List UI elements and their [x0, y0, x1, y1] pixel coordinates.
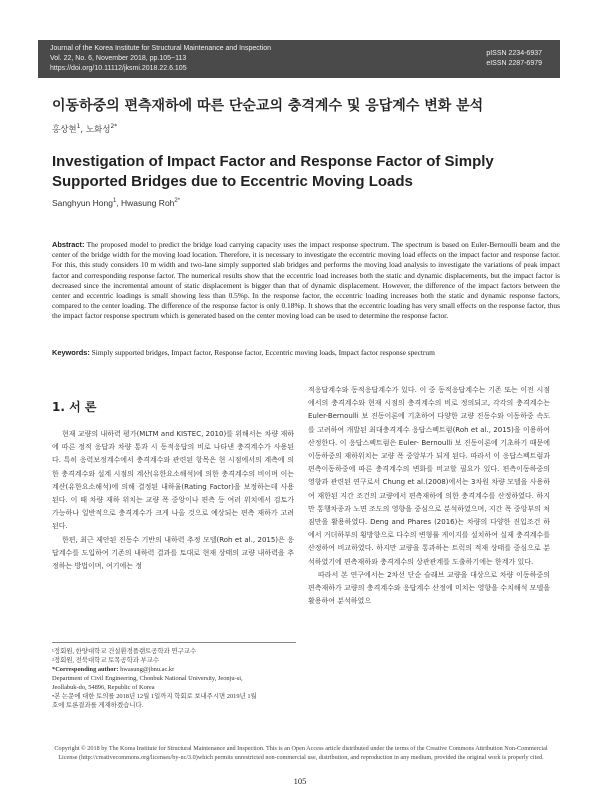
english-author-2-affil: 2*	[174, 198, 181, 205]
korean-author-1-affil: 1	[76, 123, 81, 131]
journal-name: Journal of the Korea Institute for Structural Maintenance and Inspection	[50, 45, 272, 52]
footnote-address-2: Jeollabuk-do, 54896, Republic of Korea	[52, 684, 155, 691]
page-number: 105	[293, 776, 307, 786]
footnotes	[52, 642, 296, 710]
corresponding-label: *Corresponding author:	[52, 666, 119, 673]
section-heading: 1. 서 론	[52, 400, 97, 414]
korean-author-1: 홍상현	[52, 125, 77, 135]
right-column	[308, 384, 550, 608]
footnote-affiliation-1: ¹정회원, 한양대학교 건설환경플랜트공학과 연구교수	[52, 648, 197, 655]
journal-banner	[38, 40, 560, 78]
journal-doi[interactable]: https://doi.org/10.11112/jksmi.2018.22.6.105	[50, 65, 187, 72]
abstract-text: The proposed model to predict the bridge load carrying capacity uses the impact response spectrum. The spectrum is based on Euler-Bernoulli beam and the center of the bridge width for the moving load location. Therefore, it is necessary to investigate the eccentric moving load effects on the impact factor and response factor. For this, this study considers 10 m width and two-lane simply supported slab bridges and performs the moving load analysis to investigate the variations of peak impact factor and corresponding response factor. The numerical results show that the eccentric load increases both the static and dynamic displacements, but the impact factor is decreased since the incremental amount of static displacement is bigger than that of dynamic displacement. However, the difference of the impact factors between the center and eccentric loadings is small showing less than 0.5%p. In the response factor, the eccentric loading increases both the static and dynamic response factors, compared to the center loading. The difference of the response factor is only 0.18%p. It shows that the eccentric loading has very small effects on the response factor, thus the impact factor response spectrum which is generated based on the center moving load can be used to determine the response factor.	[52, 240, 560, 321]
footnote-discussion-1: •본 논문에 대한 토의를 2018년 12월 1일까지 학회로 보내주시면 2019년 1월	[52, 693, 257, 700]
left-column	[52, 384, 294, 573]
english-author-1: Sanghyun Hong	[52, 198, 113, 208]
paragraph: 현재 교량의 내하력 평가(MLTM and KISTEC, 2010)를 위해서는 차량 재하에 따른 정적 응답과 차량 통과 시 동적응답의 비로 나타낸 충격계수가 사용된다. 특히 응력보정계수에서 충격계수와 관련된 항목은 현 시점에서의 계측에 의한 충격계수와 설계 시점의 계산(유한요소해석)에 의한 충격계수의 비이며 이는 계산(유한요소해석)에 의해 결정된 내하율(Rating Factor)을 보정하는데 사용된다. 이 때 차량 재하 위치는 교량 폭 중앙이나 편측 등 여러 위치에서 검토가 가능하나 일반적으로 충격계수가 크게 나올 것으로 예상되는 편측 재하가 고려된다.	[52, 430, 294, 531]
copyright-notice: Copyright © 2018 by The Korea Institute for Structural Maintenance and Inspection. This is an Open Access article distributed under the terms of the Creative Commons Attribution Non-Commercial License (http://creativecommons.org/licenses/by-nc/3.0)which permits unrestricted non-commercial use, distribution, and reproduction in any medium, provided the original work is properly cited.	[54, 745, 548, 761]
footnote-address-1: Department of Civil Engineering, Chonbuk National University, Jeonju-si,	[52, 675, 243, 682]
abstract-label: Abstract:	[52, 240, 85, 249]
eissn: eISSN 2287-6979	[486, 60, 542, 67]
pissn: pISSN 2234-6937	[486, 50, 542, 57]
issn-block	[486, 49, 542, 69]
footnote-affiliation-2: ²정회원, 전북대학교 토목공학과 부교수	[52, 657, 160, 664]
korean-author-2: , 노화성	[80, 125, 111, 135]
korean-author-2-affil: 2*	[110, 123, 118, 131]
english-author-1-affil: 1	[112, 198, 117, 205]
footnote-discussion-2: 호에 토론결과를 게재하겠습니다.	[52, 702, 144, 709]
english-authors	[52, 198, 180, 208]
keywords-text: Simply supported bridges, Impact factor, Response factor, Eccentric moving loads, Impact factor response spectrum	[91, 348, 435, 357]
english-title: Investigation of Impact Factor and Response Factor of Simply Supported Bridges due to Eccentric Moving Loads	[52, 153, 494, 190]
corresponding-email[interactable]: hwasung@jbnu.ac.kr	[120, 666, 175, 673]
korean-title: 이동하중의 편측재하에 따른 단순교의 충격계수 및 응답계수 변화 분석	[52, 98, 484, 114]
footnote-corresponding	[52, 665, 296, 674]
journal-volume: Vol. 22, No. 6, November 2018, pp.105~113	[50, 55, 187, 62]
paragraph: 적응답계수와 동적응답계수가 있다. 이 중 동적응답계수는 기존 또는 이전 시점에서의 충격계수와 현재 시점의 충격계수의 비로 정의되고, 각각의 충격계수는 Euler-Bernoulli 보 진동이론에 기초하여 다양한 교량 진동수와 이동하중 속도를 고려하여 개발된 최대충격계수 응답스펙트럼(Roh et al., 2015)을 이용하여 산정한다. 이 응답스펙트럼은 Euler- Bernoulli 보 진동이론에 기초하기 때문에 이동하중의 재하위치는 교량 폭 중앙부가 되게 된다. 따라서 이 응답스펙트럼과 편측이동하중에 따른 충격계수의 변화를 비교할 필요가 있다. 편측이동하중의 영향과 관련된 연구로서 Chung et al.(2008)에서는 3차원 차량 모델을 사용하여 재한된 지간 조건의 교량에서 편측재하에 의한 충격계수를 산정하였다. 하지만 통행차종과 노면 조도의 영향을 중심으로 분석하였으며, 지간 폭 중앙부의 처짐만을 활용하였다. Deng and Phares (2016)는 차량의 다양한 진입조건 하에서 거더하부의 횡방향으로 다수의 변형률 게이지를 설치하여 실제 충격계수를 산정하여 비교하였다. 하지만 교량을 통과하는 트럭의 적재 상태를 중심으로 분석하였기에 편측재하와 충격계수의 상관관계를 도출하기에는 한계가 있다.	[308, 386, 550, 566]
korean-authors	[52, 123, 117, 135]
paragraph: 한편, 최근 제안된 진동수 기반의 내하력 추정 모델(Roh et al., 2015)은 응답계수를 도입하여 기존의 내하력 결과를 토대로 현재 상태의 교량 내하력을 추정하는 방법이며, 여기에는 정	[52, 535, 294, 571]
paragraph: 따라서 본 연구에서는 2차선 단순 슬래브 교량을 대상으로 차량 이동하중의 편측재하가 교량의 충격계수와 응답계수 산정에 미치는 영향을 수치해석 모델을 활용하여 분석하였으	[308, 570, 550, 606]
journal-info	[50, 44, 271, 74]
keywords-label: Keywords:	[52, 348, 90, 357]
english-author-2: , Hwasung Roh	[116, 198, 175, 208]
abstract	[52, 240, 560, 322]
keywords	[52, 348, 560, 358]
